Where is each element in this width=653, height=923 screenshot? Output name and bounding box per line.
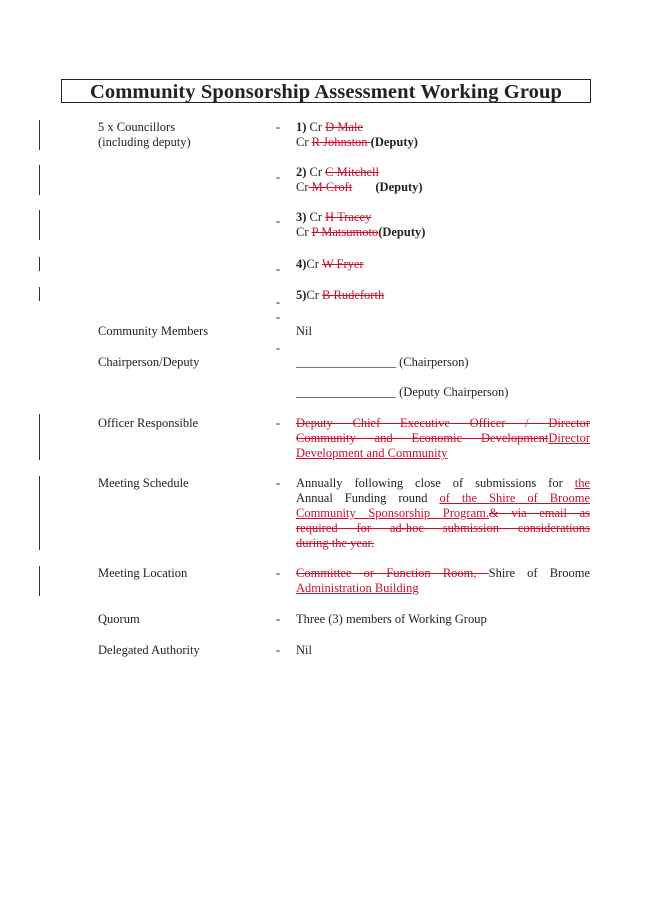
deleted-name: D Male: [325, 120, 364, 134]
dash: -: [276, 643, 281, 657]
deleted-text: Deputy Chief Executive Officer / Director: [296, 416, 590, 430]
change-bar: [39, 414, 40, 460]
group-number: 2): [296, 165, 307, 179]
group-number: 3): [296, 210, 307, 224]
page-title: Community Sponsorship Assessment Working Group: [89, 81, 563, 103]
blank-line: ________________: [296, 355, 396, 369]
councillor-group-3: [296, 210, 425, 240]
dash: -: [276, 120, 281, 134]
blank-line: ________________: [296, 385, 396, 399]
inserted-text: Community Sponsorship Program: [296, 506, 486, 520]
deleted-text: required for ad-hoc submission considerations: [296, 521, 590, 535]
group-number: 5): [296, 288, 307, 302]
meeting-schedule-value: [296, 476, 590, 551]
change-bar: [39, 257, 40, 271]
deputy-tag: (Deputy): [378, 225, 426, 239]
meeting-schedule-label: Meeting Schedule: [98, 476, 189, 490]
deputy-tag: (Deputy): [375, 180, 423, 194]
dash: -: [276, 612, 281, 626]
councillor-group-5: [296, 288, 384, 303]
deleted-name: W Fryer: [321, 257, 364, 271]
cr-prefix: Cr: [296, 225, 309, 239]
inserted-text: the: [574, 476, 590, 490]
inserted-text: Director: [548, 431, 590, 445]
chairperson-label: Chairperson/Deputy: [98, 355, 200, 369]
deputy-chairperson-line: [296, 385, 508, 400]
cr-prefix: Cr: [296, 135, 309, 149]
officer-label: Officer Responsible: [98, 416, 199, 430]
change-bar: [39, 476, 40, 550]
officer-value: [296, 416, 590, 461]
dash: -: [276, 214, 281, 228]
dash: -: [276, 262, 281, 276]
cr-prefix: Cr: [306, 257, 319, 271]
schedule-text: Annual Funding round: [296, 491, 440, 505]
councillor-group-4: [296, 257, 364, 272]
dash: -: [276, 295, 281, 309]
dash: -: [276, 416, 281, 430]
councillor-group-2: [296, 165, 423, 195]
delegated-authority-label: Delegated Authority: [98, 643, 200, 657]
deleted-name: R Johnston: [311, 135, 371, 149]
delegated-authority-value: Nil: [296, 643, 312, 657]
group-number: 4): [296, 257, 307, 271]
cr-prefix: Cr: [296, 180, 309, 194]
councillors-label: [98, 120, 191, 150]
deleted-name: H Tracey: [325, 210, 372, 224]
deputy-chairperson-text: (Deputy Chairperson): [396, 385, 509, 399]
deleted-text: during the year.: [296, 536, 375, 550]
dash: -: [276, 310, 281, 324]
deleted-text: Community and Economic Development: [296, 431, 549, 445]
councillors-label-line1: 5 x Councillors: [98, 120, 176, 134]
cr-prefix: Cr: [306, 288, 319, 302]
cr-prefix: Cr: [309, 165, 323, 179]
inserted-text: .: [485, 506, 489, 520]
chairperson-line: [296, 355, 469, 370]
deleted-name: B Rudeforth: [322, 288, 385, 302]
dash: -: [276, 476, 281, 490]
deleted-name: C Mitchell: [325, 165, 379, 179]
inserted-text: of the Shire of Broome: [439, 491, 590, 505]
title-box: [61, 79, 591, 103]
chairperson-text: (Chairperson): [396, 355, 469, 369]
dash: -: [276, 170, 281, 184]
cr-prefix: Cr: [309, 210, 323, 224]
change-bar: [39, 165, 40, 195]
meeting-location-label: Meeting Location: [98, 566, 188, 580]
dash: -: [276, 566, 281, 580]
change-bar: [39, 287, 40, 301]
location-text: Shire of Broome: [488, 566, 591, 580]
meeting-location-value: [296, 566, 590, 596]
deputy-tag: (Deputy): [370, 135, 418, 149]
deleted-text: Committee or Function Room,: [296, 566, 489, 580]
change-bar: [39, 566, 40, 596]
inserted-text: Development and Community: [296, 446, 448, 460]
community-members-label: Community Members: [98, 324, 209, 338]
deleted-text: & via email as: [488, 506, 591, 520]
group-number: 1): [296, 120, 307, 134]
councillor-group-1: [296, 120, 418, 150]
inserted-text: Administration Building: [296, 581, 419, 595]
schedule-text: Annually following close of submissions for: [296, 476, 575, 490]
deleted-name: P Matsumoto: [311, 225, 379, 239]
change-bar: [39, 120, 40, 150]
quorum-value: Three (3) members of Working Group: [296, 612, 487, 626]
deleted-name: M Croft: [308, 180, 353, 194]
change-bar: [39, 210, 40, 240]
dash: -: [276, 341, 281, 355]
cr-prefix: Cr: [309, 120, 323, 134]
community-members-value: Nil: [296, 324, 312, 338]
quorum-label: Quorum: [98, 612, 140, 626]
councillors-label-line2: (including deputy): [98, 135, 191, 149]
